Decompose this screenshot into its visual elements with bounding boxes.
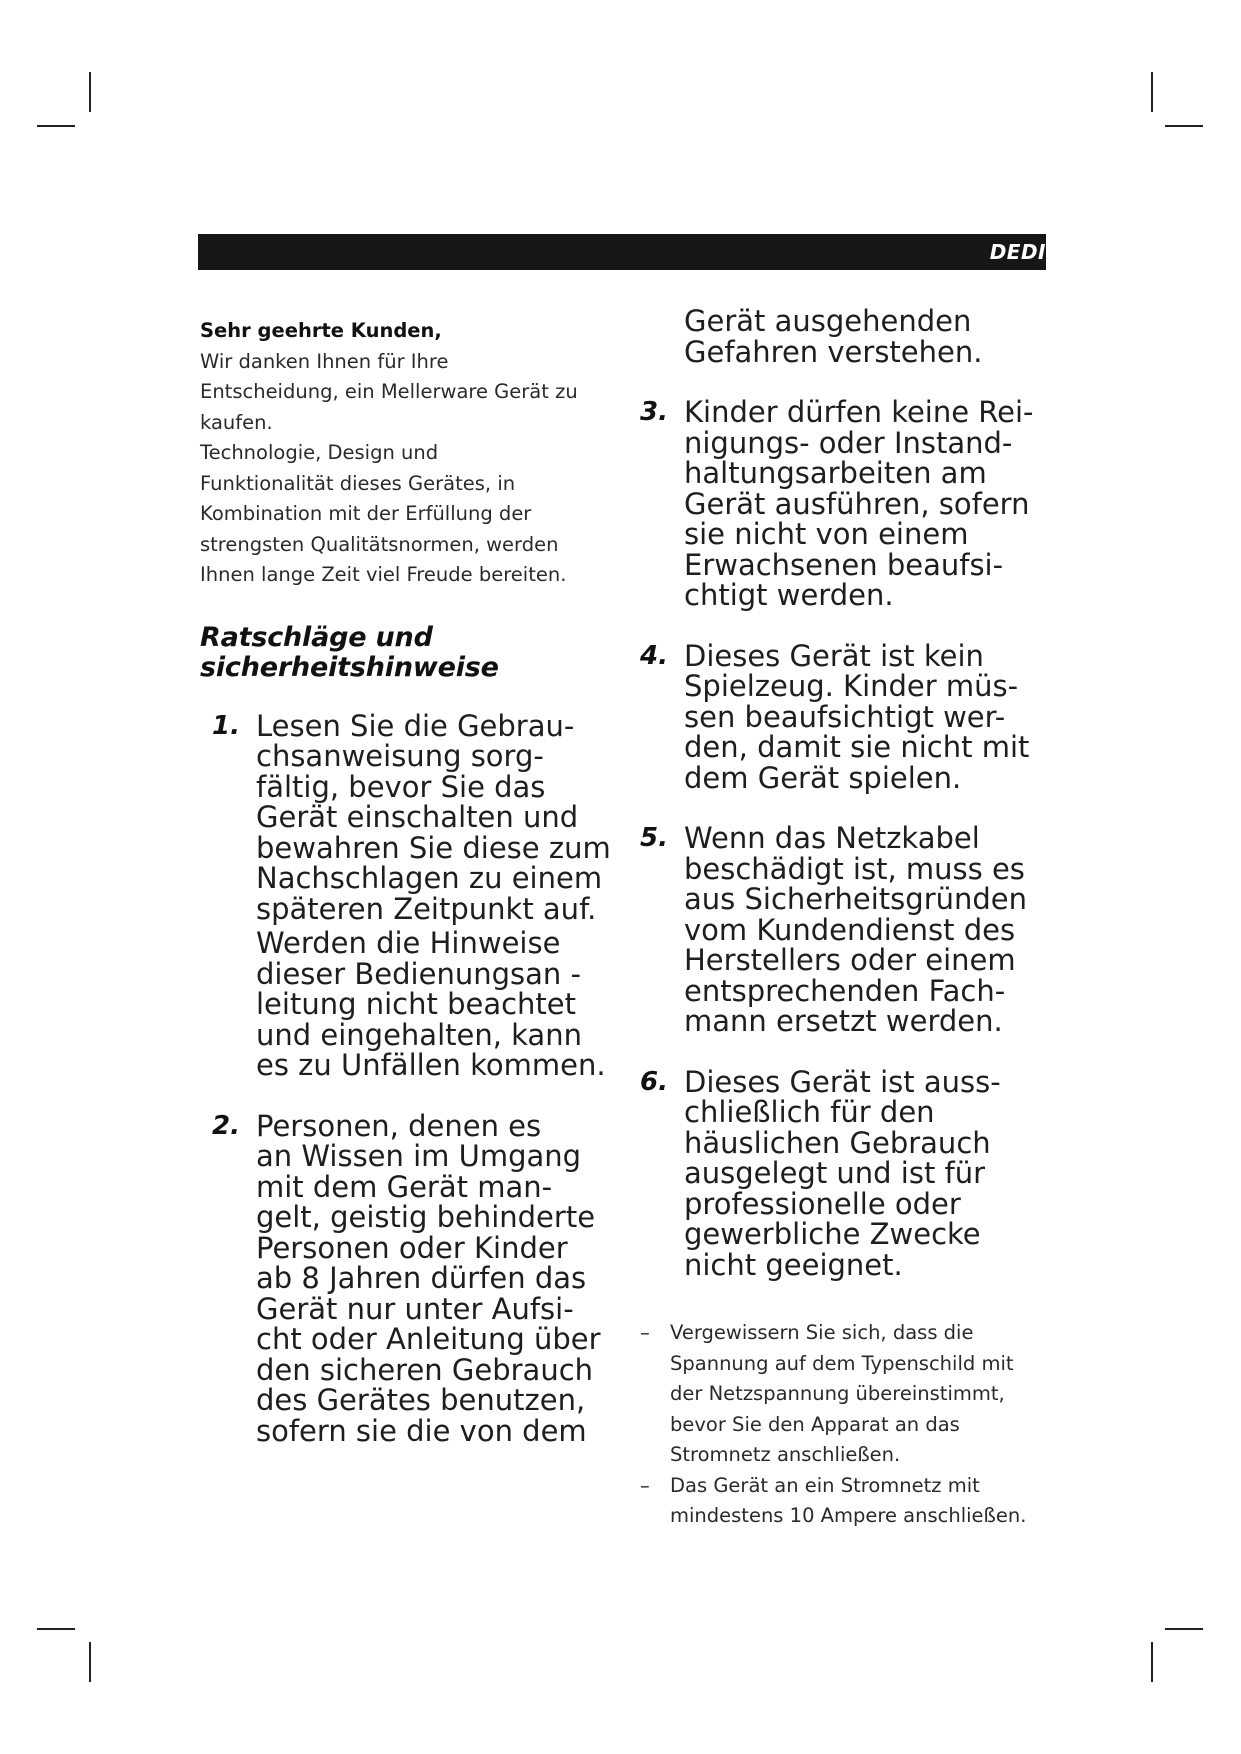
item-line: es zu Unfällen kommen. (256, 1048, 606, 1082)
item-line: Nachschlagen zu einem (256, 861, 603, 895)
item-line: vom Kundendienst des (684, 912, 1016, 947)
section-title (200, 623, 620, 683)
language-tag: DEDI (989, 240, 1046, 264)
item-line: chtigt werden. (684, 578, 894, 612)
item-line: beschädigt ist, muss es (684, 851, 1025, 886)
item-line: entsprechenden Fach- (684, 973, 1006, 1008)
item-line: Gerät nur unter Aufsi- (256, 1291, 574, 1326)
bullet-list (640, 1318, 1060, 1532)
item-line: ab 8 Jahren dürfen das (256, 1261, 587, 1295)
intro-text (200, 316, 620, 591)
item-line: Wenn das Netzkabel (684, 821, 980, 855)
safety-item-4 (640, 638, 1060, 795)
item-line: Personen oder Kinder (256, 1230, 568, 1265)
item-line: Gefahren verstehen. (684, 334, 983, 369)
crop-mark-top-left-vertical (89, 72, 91, 112)
item-line: cht oder Anleitung über (256, 1322, 601, 1356)
safety-item-3 (640, 397, 1060, 611)
item-paragraph (684, 397, 1060, 611)
item-line: Gerät einschalten und (256, 800, 579, 834)
bullet-item (640, 1471, 1060, 1532)
crop-mark-bottom-left-vertical (89, 1642, 91, 1682)
safety-item-1 (212, 708, 620, 1082)
item-line: chsanweisung sorg- (256, 739, 544, 773)
item-line: Spielzeug. Kinder müs- (684, 669, 1019, 703)
header-bar (198, 234, 1046, 270)
item-paragraph (256, 928, 620, 1081)
item-line: chließlich für den (684, 1095, 935, 1129)
item-line: bewahren Sie diese zum (256, 830, 611, 865)
bullet-item (640, 1318, 1060, 1471)
bullet-line: Stromnetz anschließen. (670, 1443, 901, 1466)
item-line: Dieses Gerät ist auss- (684, 1064, 1001, 1099)
item-paragraph (256, 708, 620, 926)
safety-item-2 (212, 1108, 620, 1448)
item-line: Werden die Hinweise (256, 926, 561, 960)
item-number: 5. (640, 823, 668, 853)
bullet-line: der Netzspannung übereinstimmt, (670, 1382, 1005, 1405)
safety-item-5 (640, 823, 1060, 1037)
item-line: mit dem Gerät man- (256, 1169, 553, 1204)
item-line: Gerät ausführen, sofern (684, 486, 1030, 521)
item-line: leitung nicht beachtet (256, 987, 576, 1021)
section-title-line: Ratschläge und (200, 621, 433, 653)
item-line: Herstellers oder einem (684, 943, 1016, 977)
greeting: Sehr geehrte Kunden, (200, 319, 442, 342)
left-column (200, 316, 620, 1446)
right-column (640, 306, 1060, 1532)
item-line: den sicheren Gebrauch (256, 1352, 594, 1387)
intro-line: Kombination mit der Erfüllung der (200, 502, 532, 525)
item-line: Personen, denen es (256, 1108, 542, 1143)
intro-line: strengsten Qualitätsnormen, werden (200, 532, 559, 556)
item-line: späteren Zeitpunkt auf. (256, 891, 597, 926)
item-line: und eingehalten, kann (256, 1017, 582, 1052)
item-line: professionelle oder (684, 1186, 961, 1221)
item-line: ausgelegt und ist für (684, 1156, 986, 1190)
bullet-line: Vergewissern Sie sich, dass die (670, 1321, 974, 1344)
intro-line: Wir danken Ihnen für Ihre (200, 349, 449, 373)
item-number: 2. (212, 1110, 240, 1141)
item-line: haltungsarbeiten am (684, 456, 987, 490)
item-line: Lesen Sie die Gebrau- (256, 708, 575, 743)
crop-mark-bottom-right-horizontal (1165, 1628, 1203, 1630)
item-line: fältig, bevor Sie das (256, 769, 546, 804)
item-line: dem Gerät spielen. (684, 760, 962, 795)
item-line: nigungs- oder Instand- (684, 425, 1013, 460)
crop-mark-top-right-vertical (1151, 72, 1153, 112)
item-line: aus Sicherheitsgründen (684, 882, 1028, 916)
item-line: sie nicht von einem (684, 517, 969, 551)
crop-mark-top-right-horizontal (1165, 125, 1203, 127)
bullet-line: bevor Sie den Apparat an das (670, 1412, 960, 1436)
item-line: mann ersetzt werden. (684, 1004, 1003, 1038)
item-line: nicht geeignet. (684, 1247, 903, 1282)
dash-marker: – (640, 1321, 650, 1344)
intro-line: Technologie, Design und (200, 441, 439, 464)
item-line: den, damit sie nicht mit (684, 730, 1030, 764)
item-line: gewerbliche Zwecke (684, 1217, 981, 1251)
item-line: sofern sie die von dem (256, 1413, 587, 1448)
intro-line: Funktionalität dieses Gerätes, in (200, 471, 516, 495)
item-line: des Gerätes benutzen, (256, 1383, 586, 1417)
item-line: gelt, geistig behinderte (256, 1200, 596, 1234)
bullet-line: Spannung auf dem Typenschild mit (670, 1351, 1014, 1375)
safety-item-6 (640, 1064, 1060, 1282)
item-number: 3. (640, 397, 668, 427)
item-number: 1. (212, 710, 240, 741)
item-line: an Wissen im Umgang (256, 1139, 582, 1173)
item-line: Dieses Gerät ist kein (684, 638, 984, 673)
item-paragraph (684, 1064, 1060, 1282)
safety-item-2-continued (640, 306, 1060, 367)
bullet-line: mindestens 10 Ampere anschließen. (670, 1504, 1027, 1527)
intro-line: kaufen. (200, 410, 273, 434)
item-paragraph (684, 638, 1060, 795)
item-line: Gerät ausgehenden (684, 304, 972, 338)
section-title-line: sicherheitshinweise (200, 651, 499, 683)
dash-marker: – (640, 1473, 650, 1497)
item-number: 6. (640, 1066, 668, 1097)
crop-mark-bottom-left-horizontal (37, 1628, 75, 1630)
item-line: Erwachsenen beaufsi- (684, 547, 1004, 582)
item-line: dieser Bedienungsan - (256, 956, 581, 991)
item-paragraph (256, 1108, 620, 1448)
item-line: sen beaufsichtigt wer- (684, 699, 1006, 734)
crop-mark-bottom-right-vertical (1151, 1642, 1153, 1682)
intro-line: Entscheidung, ein Mellerware Gerät zu (200, 380, 578, 403)
bullet-line: Das Gerät an ein Stromnetz mit (670, 1473, 980, 1497)
item-line: häuslichen Gebrauch (684, 1125, 991, 1160)
intro-line: Ihnen lange Zeit viel Freude bereiten. (200, 563, 567, 586)
crop-mark-top-left-horizontal (37, 125, 75, 127)
item-line: Kinder dürfen keine Rei- (684, 395, 1034, 429)
item-number: 4. (640, 640, 668, 671)
item-paragraph (684, 823, 1060, 1037)
